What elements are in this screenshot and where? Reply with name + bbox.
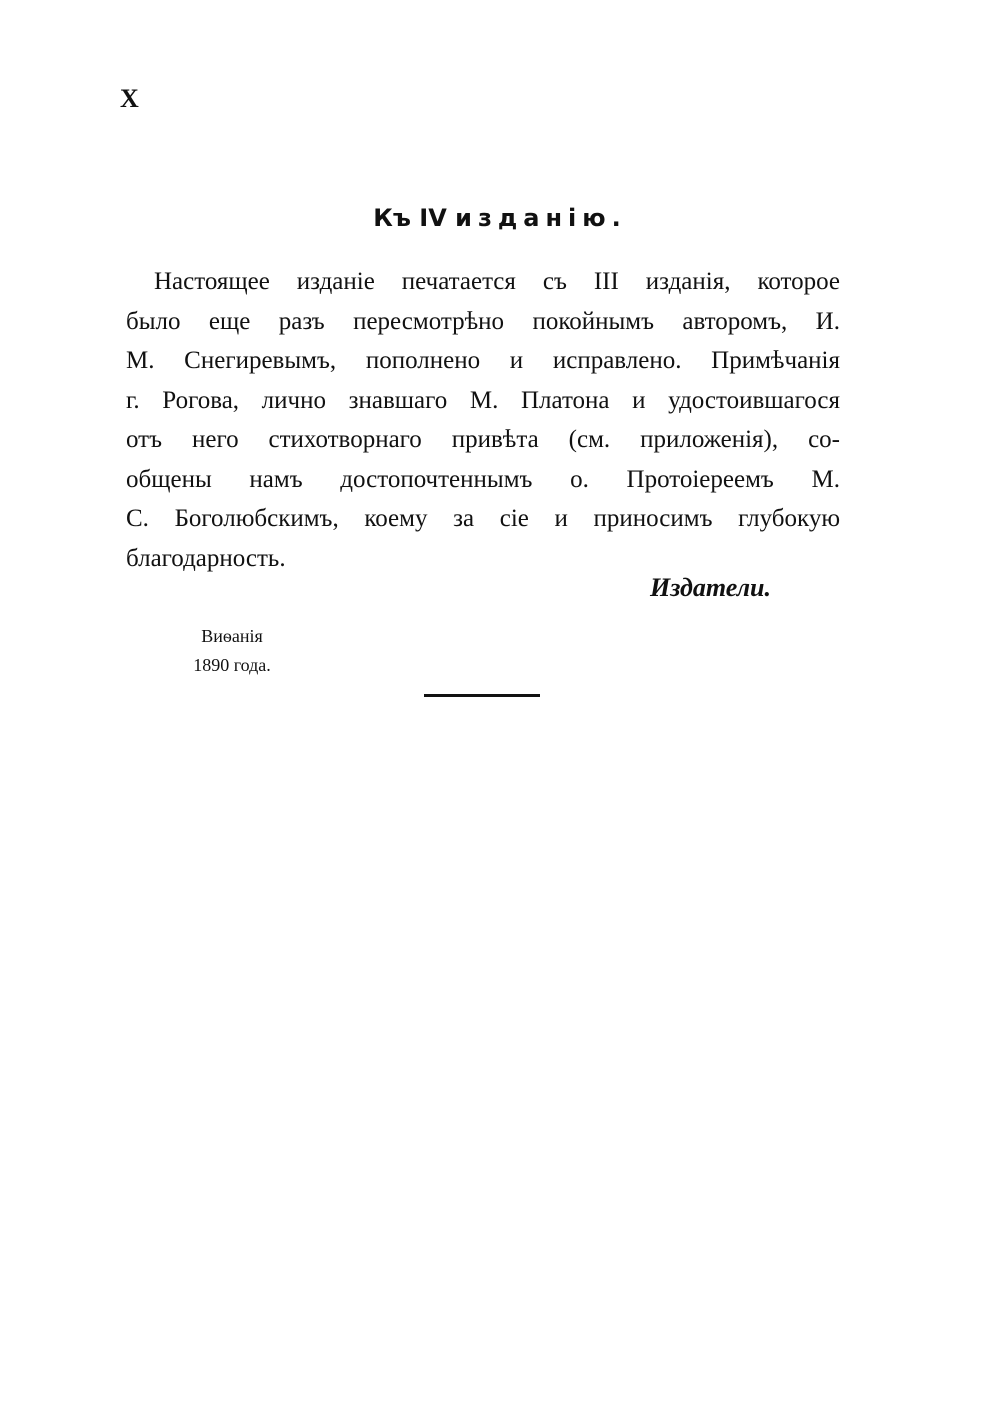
preface-paragraph xyxy=(126,262,840,578)
section-heading xyxy=(0,206,1000,230)
paragraph-line: г. Рогова, лично знавшаго М. Платона и удостоившагося xyxy=(126,386,840,414)
paragraph-line: отъ него стихотворнаго привѣта (см. приложенія), со- xyxy=(126,426,840,453)
publishers-signature: Издатели. xyxy=(650,573,771,602)
paragraph-line: Настоящее изданіе печатается съ III изданія, которое xyxy=(154,268,840,295)
paragraph-line: благодарность. xyxy=(126,544,286,572)
paragraph-line: общены намъ достопочтеннымъ о. Протоіереемъ М. xyxy=(126,465,840,493)
heading-word: изданію. xyxy=(455,204,627,232)
page-number: X xyxy=(120,84,139,113)
paragraph-line: С. Боголюбскимъ, коему за сіе и приносимъ глубокую xyxy=(126,505,840,532)
paragraph-line: было еще разъ пересмотрѣно покойнымъ авторомъ, И. xyxy=(126,307,840,335)
place-name: Виѳанія xyxy=(201,626,263,646)
heading-prefix: Къ IV xyxy=(373,204,447,232)
place-and-date xyxy=(182,622,282,680)
paragraph-line: М. Снегиревымъ, пополнено и исправлено. Примѣчанія xyxy=(126,347,840,374)
divider-rule xyxy=(424,694,540,697)
date-text: 1890 года. xyxy=(193,655,271,675)
